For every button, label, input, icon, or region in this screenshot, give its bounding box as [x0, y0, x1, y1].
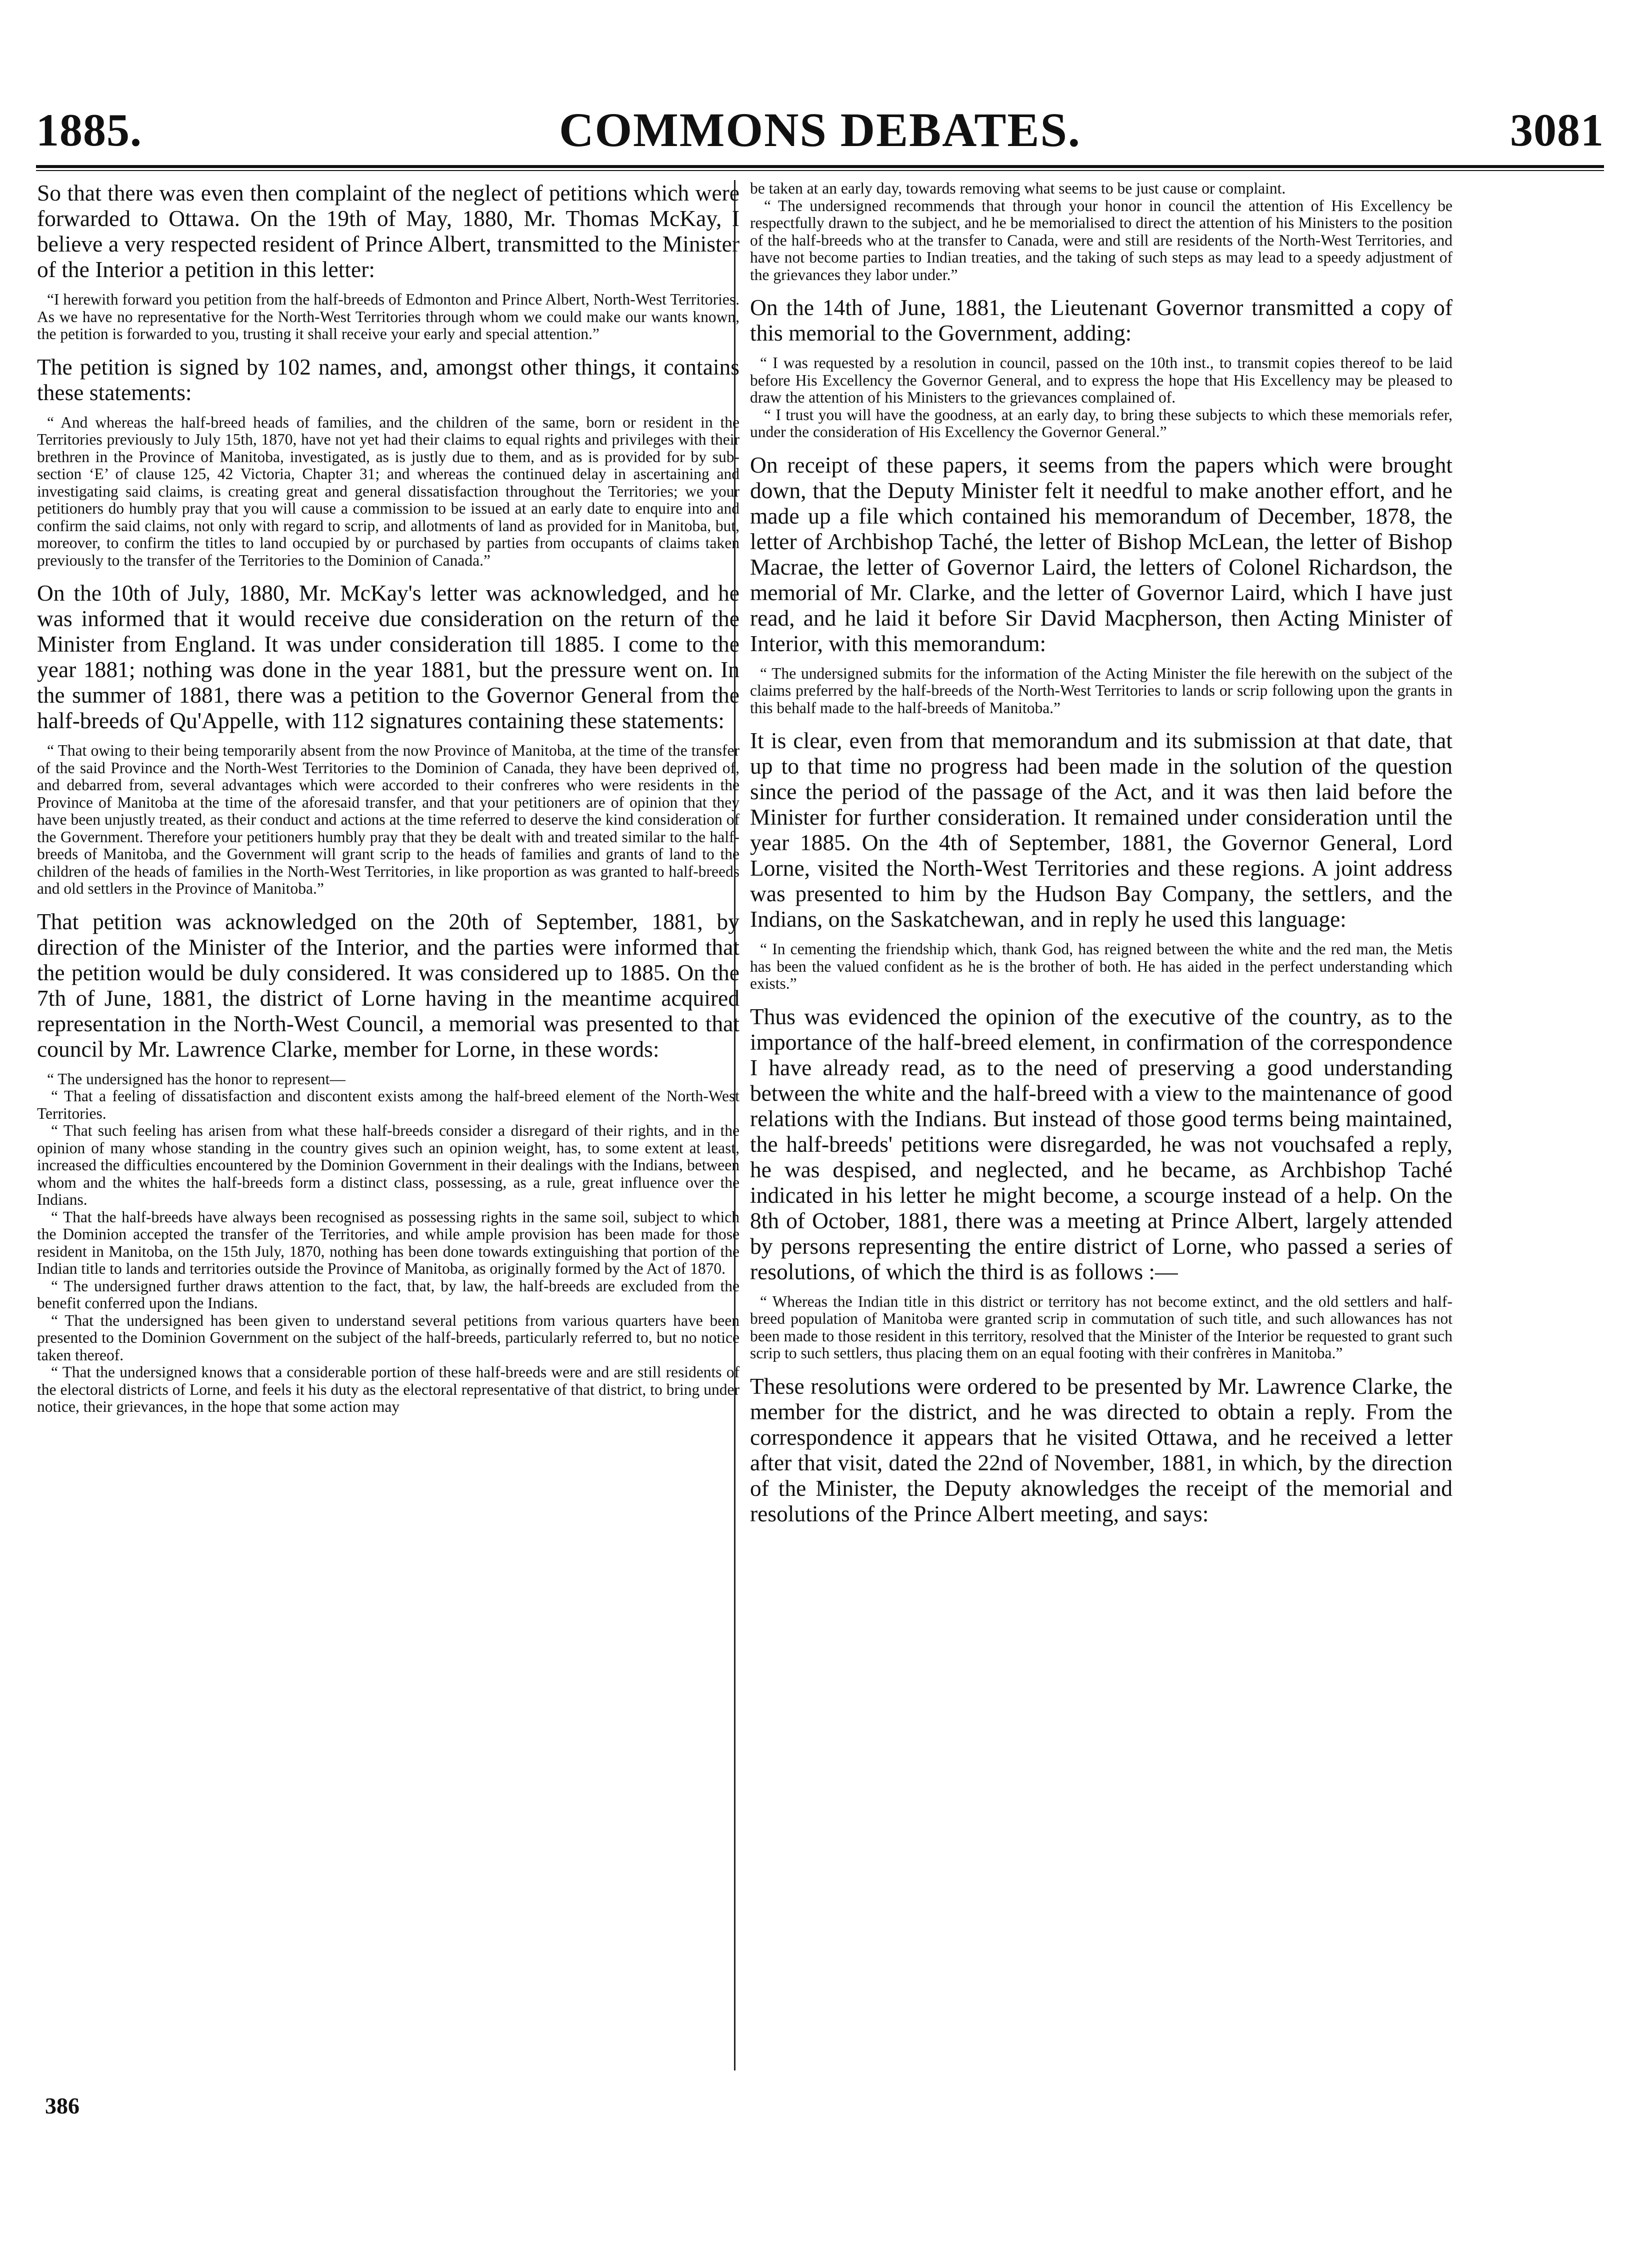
- block-quote: [37, 414, 740, 570]
- signature-mark: 386: [45, 2093, 80, 2118]
- page-header: [36, 100, 1604, 160]
- left-column: [37, 180, 740, 2150]
- header-page-number: 3081: [1510, 105, 1604, 156]
- paragraph: These resolutions were ordered to be presented by Mr. Lawrence Clarke, the member for the district, and he was directed to obtain a reply. From the correspondence it appears that he visited Ottawa, and he received a letter after that visit, dated the 22nd of November, 1881, in which, by the direction of the Minister, the Deputy aknowledges the receipt of the memorial and resolutions of the Prince Albert meeting, and says:: [750, 1373, 1452, 1526]
- block-quote: [750, 1293, 1452, 1362]
- block-quote: [750, 355, 1452, 441]
- right-column: [750, 180, 1452, 2150]
- quote-paragraph: “ I was requested by a resolution in council, passed on the 10th inst., to transmit copies thereof to be laid before His Excellency the Governor General, and to express the hope that His Excellency may be pleased to draw the attention of his Ministers to the grievances complained of.: [750, 354, 1452, 406]
- paragraph: So that there was even then complaint of the neglect of petitions which were forwarded to Ottawa. On the 19th of May, 1880, Mr. Thomas McKay, I believe a very respected resident of Prince Albert, transmitted to the Minister of the Interior a petition in this letter:: [37, 180, 740, 282]
- quote-paragraph: “ The undersigned further draws attention to the fact, that, by law, the half-breeds are excluded from the benefit conferred upon the Indians.: [37, 1277, 740, 1312]
- quote-paragraph: “ And whereas the half-breed heads of families, and the children of the same, born or resident in the Territories previously to July 15th, 1870, have not yet had their claims to equal rights and privileges with their brethren in the Province of Manitoba, investigated, as is justly due to them, and as is provided for by sub-section ‘E’ of clause 125, 42 Victoria, Chapter 31; and whereas the continued delay in ascertaining and investigating said claims, is creating great and general dissatisfaction throughout the Territories; we your petitioners do humbly pray that you will cause a commission to be issued at an early date to enquire into and confirm the said claims, not only with regard to scrip, and allotments of land as provided for in Manitoba, but, moreover, to confirm the titles to land occupied by or purchased by parties from occupants of claims taken previously to the transfer of the Territories to the Dominion of Canada.”: [37, 413, 740, 569]
- paragraph: That petition was acknowledged on the 20th of September, 1881, by direction of the Minister of the Interior, and the parties were informed that the petition would be duly considered. It was considered up to 1885. On the 7th of June, 1881, the district of Lorne having in the meantime acquired representation in the North-West Council, a memorial was presented to that council by Mr. Lawrence Clarke, member for Lorne, in these words:: [37, 908, 740, 1062]
- quote-paragraph: “ The undersigned submits for the information of the Acting Minister the file herewith on the subject of the claims preferred by the half-breeds of the North-West Territories to lands or scrip following upon the grants in this behalf made to the half-breeds of Manitoba.”: [750, 664, 1452, 717]
- quote-paragraph: “I herewith forward you petition from the half-breeds of Edmonton and Prince Albert, North-West Territories. As we have no representative for the North-West Territories through whom we could make our wants known, the petition is forwarded to you, trusting it shall receive your early and special attention.”: [37, 291, 740, 343]
- block-quote: [37, 291, 740, 343]
- quote-paragraph: “ I trust you will have the goodness, at an early day, to bring these subjects to which these memorials refer, under the consideration of His Excellency the Governor General.”: [750, 406, 1452, 441]
- block-quote: [750, 665, 1452, 717]
- block-quote-continued: [750, 180, 1452, 284]
- block-quote-memorial: [37, 1071, 740, 1416]
- block-quote: [37, 742, 740, 898]
- header-rule: [36, 165, 1604, 168]
- paragraph: On the 14th of June, 1881, the Lieutenant Governor transmitted a copy of this memorial to the Government, adding:: [750, 295, 1452, 346]
- quote-paragraph: “ Whereas the Indian title in this district or territory has not become extinct, and the old settlers and half-breed population of Manitoba were granted scrip in commutation of such title, and such allowances has not been made to those resident in this territory, resolved that the Minister of the Interior be requested to grant such scrip to such settlers, thus placing them on an equal footing with their confrères in Manitoba.”: [750, 1292, 1452, 1362]
- block-quote: [750, 941, 1452, 993]
- quote-paragraph: “ That the undersigned has been given to understand several petitions from various quarters have been presented to the Dominion Government on the subject of the half-breeds, particularly referred to, but no notice taken thereof.: [37, 1311, 740, 1364]
- paragraph: On the 10th of July, 1880, Mr. McKay's letter was acknowledged, and he was informed that it would receive due consideration on the return of the Minister from England. It was under consideration till 1885. I come to the year 1881; nothing was done in the year 1881, but the pressure went on. In the summer of 1881, there was a petition to the Governor General from the half-breeds of Qu'Appelle, with 112 signatures containing these statements:: [37, 580, 740, 733]
- paragraph: It is clear, even from that memorandum and its submission at that date, that up to that time no progress had been made in the solution of the question since the period of the passage of the Act, and it was then laid before the Minister for further consideration. It remained under consideration until the year 1885. On the 4th of September, 1881, the Governor General, Lord Lorne, visited the North-West Territories and these regions. A joint address was presented to him by the Hudson Bay Company, the settlers, and the Indians, on the Saskatchewan, and in reply he used this language:: [750, 728, 1452, 932]
- quote-paragraph: “ That the half-breeds have always been recognised as possessing rights in the same soil, subject to which the Dominion accepted the transfer of the Territories, and while ample provision has been made for those resident in Manitoba, on the 15th July, 1870, nothing has been done towards extinguishing that portion of the Indian title to lands and territories outside the Province of Manitoba, as originally formed by the Act of 1870.: [37, 1208, 740, 1277]
- header-year: 1885.: [36, 105, 142, 156]
- paragraph: On receipt of these papers, it seems from the papers which were brought down, that the Deputy Minister felt it needful to make another effort, and he made up a file which contained his memorandum of December, 1878, the letter of Archbishop Taché, the letter of Bishop McLean, the letter of Bishop Macrae, the letter of Governor Laird, the letters of Colonel Richardson, the memorial of Mr. Clarke, and the letter of Governor Laird, which I have just read, and he laid it before Sir David Macpherson, then Acting Minister of Interior, with this memorandum:: [750, 452, 1452, 656]
- quote-paragraph: “ That such feeling has arisen from what these half-breeds consider a disregard of their rights, and in the opinion of many whose standing in the country gives such an opinion weight, has, to some extent at least, increased the difficulties encountered by the Dominion Government in their dealings with the Indians, between whom and the whites the half-breeds form a distinct class, possessing, as a rule, great influence over the Indians.: [37, 1122, 740, 1208]
- header-rule-thin: [36, 170, 1604, 171]
- quote-paragraph: “ The undersigned recommends that through your honor in council the attention of His Excellency be respectfully drawn to the subject, and he be memorialised to direct the attention of his Ministers to the position of the half-breeds who at the transfer to Canada, were and still are residents of the North-West Territories, and have not become parties to Indian treaties, and the taking of such steps as may lead to a speedy adjustment of the grievances they labor under.”: [750, 197, 1452, 284]
- quote-paragraph: “ That owing to their being temporarily absent from the now Province of Manitoba, at the time of the transfer of the said Province and the North-West Territories to the Dominion of Canada, they have been deprived of, and debarred from, several advantages which were accorded to their confreres who were residents in the Province of Manitoba at the time of the aforesaid transfer, and that your petitioners are of opinion that they have been unjustly treated, as their conduct and actions at the time referred to deserve the kind consideration of the Government. Therefore your petitioners humbly pray that they be dealt with and treated similar to the half-breeds of Manitoba, and the Government will grant scrip to the heads of families and grants of land to the children of the heads of families in the North-West Territories, in like proportion as was granted to half-breeds and old settlers in the Province of Manitoba.”: [37, 742, 740, 897]
- quote-paragraph: “ In cementing the friendship which, thank God, has reigned between the white and the red man, the Metis has been the valued confident as he is the brother of both. He has aided in the perfect understanding which exists.”: [750, 940, 1452, 992]
- quote-paragraph: “ The undersigned has the honor to represent—: [47, 1070, 346, 1088]
- quote-paragraph: “ That the undersigned knows that a considerable portion of these half-breeds were and are still residents of the electoral districts of Lorne, and feels it his duty as the electoral representative of that district, to bring under notice, their grievances, in the hope that some action may: [37, 1363, 740, 1415]
- paragraph: The petition is signed by 102 names, and, amongst other things, it contains these statements:: [37, 354, 740, 405]
- header-title: COMMONS DEBATES.: [559, 103, 1081, 157]
- paragraph: Thus was evidenced the opinion of the executive of the country, as to the importance of the half-breed element, in confirmation of the correspondence I have already read, as to the need of preserving a good understanding between the white and the half-breed with a view to the maintenance of good relations with the Indians. But instead of those good terms being maintained, the half-breeds' petitions were disregarded, he was not vouchsafed a reply, he was despised, and neglected, and he became, as Archbishop Taché indicated in his letter he might become, a scourge instead of a help. On the 8th of October, 1881, there was a meeting at Prince Albert, largely attended by persons representing the entire district of Lorne, who passed a series of resolutions, of which the third is as follows :—: [750, 1003, 1452, 1284]
- quote-paragraph: be taken at an early day, towards removing what seems to be just cause or complaint.: [750, 180, 1286, 197]
- quote-paragraph: “ That a feeling of dissatisfaction and discontent exists among the half-breed element of the North-West Territories.: [37, 1087, 740, 1122]
